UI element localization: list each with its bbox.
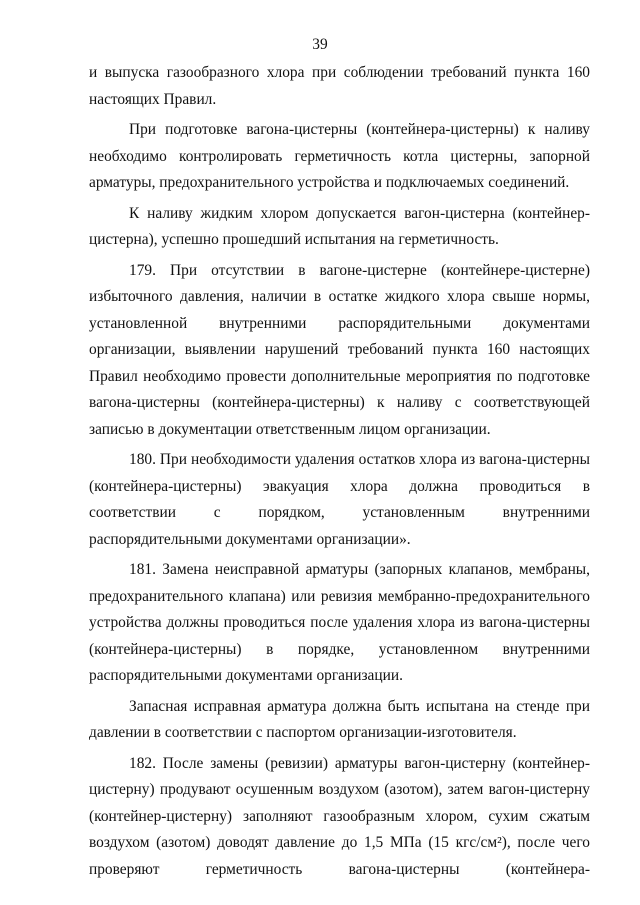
paragraph-continuation: и выпуска газообразного хлора при соблюдении требований пункта 160 настоящих Правил. — [89, 64, 590, 108]
paragraph-180: 180. При необходимости удаления остатков хлора из вагона-цистерны (контейнера-цистерны) эвакуация хлора должна проводиться в соответствии с порядком, установленным внутренними распорядительными документами организации». — [89, 451, 590, 548]
page-number: 39 — [312, 36, 328, 53]
document-body — [89, 60, 590, 887]
paragraph-spare-fittings: Запасная исправная арматура должна быть испытана на стенде при давлении в соответствии с паспортом организации-изготовителя. — [89, 697, 590, 741]
paragraph-179: 179. При отсутствии в вагоне-цистерне (контейнере-цистерне) избыточного давления, наличии в остатке жидкого хлора свыше нормы, установленной внутренними распорядительными документами организации, выявлении нарушений требований пункта 160 настоящих Правил необходимо провести дополнительные мероприятия по подготовке вагона-цистерны (контейнера-цистерны) к наливу с соответствующей записью в документации ответственным лицом организации. — [89, 261, 590, 438]
paragraph-181: 181. Замена неисправной арматуры (запорных клапанов, мембраны, предохранительного клапана) или ревизия мембранно-предохранительного устройства должны проводиться после удаления хлора из вагона-цистерны (контейнера-цистерны) в порядке, установленном внутренними распорядительными документами организации. — [89, 561, 590, 684]
paragraph-tank-preparation: При подготовке вагона-цистерны (контейнера-цистерны) к наливу необходимо контролировать герметичность котла цистерны, запорной арматуры, предохранительного устройства и подключаемых соединений. — [89, 121, 590, 191]
paragraph-loading-admission: К наливу жидким хлором допускается вагон-цистерна (контейнер-цистерна), успешно прошедший испытания на герметичность. — [89, 204, 590, 248]
paragraph-182: 182. После замены (ревизии) арматуры вагон-цистерну (контейнер-цистерну) продувают осушенным воздухом (азотом), затем вагон-цистерну (контейнер-цистерну) заполняют газообразным хлором, сухим сжатым воздухом (азотом) доводят давление до 1,5 МПа (15 кгс/см²), после чего проверяют герметичность вагона-цистерны (контейнера- — [89, 754, 590, 878]
